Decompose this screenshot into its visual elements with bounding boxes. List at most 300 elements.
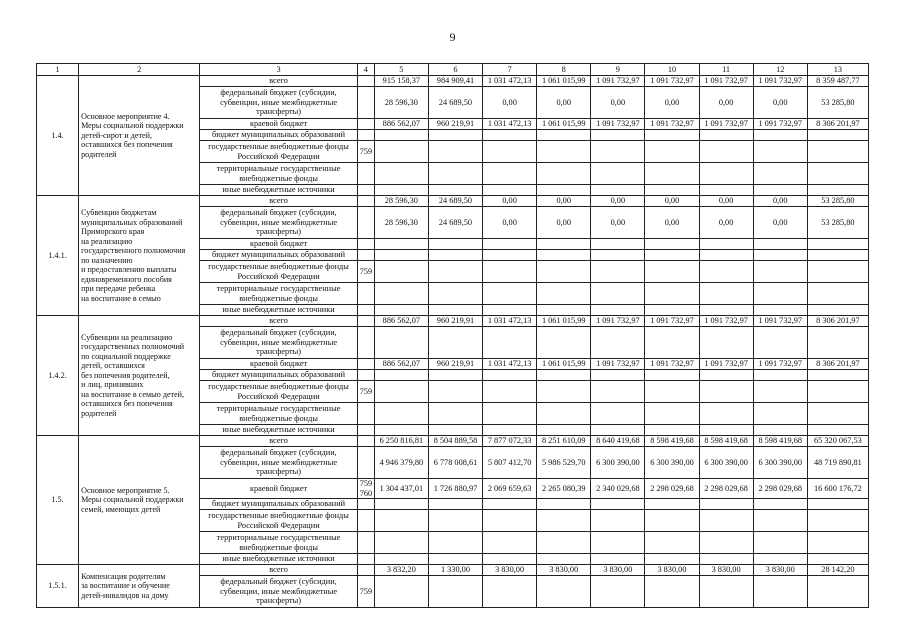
- value-cell: [591, 261, 645, 283]
- value-cell: 0,00: [645, 196, 699, 207]
- value-cell: [807, 185, 868, 196]
- header-cell: 9: [591, 64, 645, 76]
- value-cell: 24 689,50: [428, 207, 482, 239]
- value-cell: [645, 185, 699, 196]
- value-cell: [753, 185, 807, 196]
- value-cell: [483, 554, 537, 565]
- budget-table: [36, 63, 869, 608]
- value-cell: 53 285,80: [807, 196, 868, 207]
- value-cell: 1 091 732,97: [591, 119, 645, 130]
- section-name-line: муниципальных образований: [81, 217, 183, 227]
- section-name-line: на воспитание в семью детей,: [81, 389, 185, 399]
- value-cell: 0,00: [591, 207, 645, 239]
- value-cell: 1 091 732,97: [699, 119, 753, 130]
- value-cell: [537, 425, 591, 436]
- value-cell: 960 219,91: [428, 119, 482, 130]
- value-cell: 886 562,07: [374, 359, 428, 370]
- value-cell: [428, 261, 482, 283]
- value-cell: [374, 510, 428, 532]
- value-cell: [699, 499, 753, 510]
- value-cell: 6 300 390,00: [699, 447, 753, 479]
- value-cell: [537, 403, 591, 425]
- program-code-cell: [357, 185, 374, 196]
- value-cell: 1 061 015,99: [537, 359, 591, 370]
- table-row: [37, 76, 869, 87]
- program-code-cell: [357, 359, 374, 370]
- funding-source: краевой бюджет: [200, 359, 357, 370]
- value-cell: [591, 130, 645, 141]
- section-id: 1.5.: [37, 436, 79, 565]
- section-name-line: при передаче ребенка: [81, 284, 156, 293]
- value-cell: [483, 381, 537, 403]
- value-cell: 1 031 472,13: [483, 76, 537, 87]
- section-name-line: детей, оставшихся: [81, 361, 145, 371]
- program-code-cell: [357, 76, 374, 87]
- funding-source: иные внебюджетные источники: [200, 185, 357, 196]
- section-name-line: Меры социальной поддержки: [81, 495, 184, 505]
- section-name-line: Меры социальной поддержки: [81, 121, 184, 131]
- value-cell: 0,00: [483, 196, 537, 207]
- value-cell: [807, 576, 868, 608]
- value-cell: 1 304 437,01: [374, 479, 428, 499]
- section-name-line: оставшихся без попечения: [81, 140, 173, 150]
- value-cell: [591, 305, 645, 316]
- value-cell: 0,00: [699, 207, 753, 239]
- value-cell: 0,00: [591, 196, 645, 207]
- section-id: 1.4.1.: [37, 196, 79, 316]
- program-code: 759: [359, 586, 373, 596]
- value-cell: 1 091 732,97: [753, 76, 807, 87]
- header-cell: 13: [807, 64, 868, 76]
- value-cell: 0,00: [699, 196, 753, 207]
- value-cell: 6 300 390,00: [591, 447, 645, 479]
- funding-source: бюджет муниципальных образований: [200, 130, 357, 141]
- value-cell: [428, 381, 482, 403]
- program-code-cell: [357, 141, 374, 163]
- value-cell: [699, 510, 753, 532]
- program-code: 759: [359, 386, 373, 396]
- value-cell: 1 091 732,97: [645, 119, 699, 130]
- value-cell: 1 031 472,13: [483, 119, 537, 130]
- value-cell: [645, 425, 699, 436]
- funding-source: федеральный бюджет (субсидии, субвенции, иные межбюджетные трансферты): [200, 207, 357, 239]
- value-cell: [428, 305, 482, 316]
- value-cell: 2 069 659,63: [483, 479, 537, 499]
- funding-source: территориальные государственные внебюджетные фонды: [200, 283, 357, 305]
- value-cell: 1 031 472,13: [483, 316, 537, 327]
- value-cell: 2 298 029,68: [699, 479, 753, 499]
- program-code-cell: [357, 207, 374, 239]
- value-cell: [428, 141, 482, 163]
- value-cell: [699, 576, 753, 608]
- value-cell: [807, 283, 868, 305]
- funding-source: федеральный бюджет (субсидии, субвенции, иные межбюджетные трансферты): [200, 447, 357, 479]
- value-cell: [699, 130, 753, 141]
- value-cell: [537, 499, 591, 510]
- value-cell: 2 298 029,68: [753, 479, 807, 499]
- value-cell: [428, 283, 482, 305]
- header-row: [37, 64, 869, 76]
- value-cell: 4 946 379,80: [374, 447, 428, 479]
- funding-source: всего: [200, 76, 357, 87]
- funding-source: государственные внебюджетные фонды Российской Федерации: [200, 141, 357, 163]
- header-cell: 1: [37, 64, 79, 76]
- value-cell: [483, 141, 537, 163]
- value-cell: 1 330,00: [428, 565, 482, 576]
- value-cell: [483, 305, 537, 316]
- value-cell: [807, 370, 868, 381]
- value-cell: [591, 510, 645, 532]
- value-cell: 1 091 732,97: [699, 316, 753, 327]
- value-cell: 6 778 008,61: [428, 447, 482, 479]
- value-cell: [537, 261, 591, 283]
- value-cell: [374, 532, 428, 554]
- value-cell: 6 250 816,81: [374, 436, 428, 447]
- value-cell: 24 689,50: [428, 87, 482, 119]
- program-code-cell: [357, 565, 374, 576]
- value-cell: 0,00: [753, 87, 807, 119]
- value-cell: [537, 185, 591, 196]
- value-cell: 8 598 419,68: [645, 436, 699, 447]
- value-cell: 0,00: [753, 196, 807, 207]
- program-code-cell: [357, 532, 374, 554]
- section-id: 1.4.2.: [37, 316, 79, 436]
- value-cell: 2 298 029,68: [645, 479, 699, 499]
- value-cell: [699, 239, 753, 250]
- table-row: [37, 316, 869, 327]
- value-cell: [537, 305, 591, 316]
- value-cell: [591, 250, 645, 261]
- funding-source: государственные внебюджетные фонды Российской Федерации: [200, 381, 357, 403]
- value-cell: [807, 403, 868, 425]
- value-cell: [428, 510, 482, 532]
- value-cell: 8 359 487,77: [807, 76, 868, 87]
- value-cell: 0,00: [645, 87, 699, 119]
- value-cell: [591, 163, 645, 185]
- value-cell: [807, 305, 868, 316]
- program-code-cell: [357, 239, 374, 250]
- value-cell: 28 596,30: [374, 207, 428, 239]
- value-cell: [428, 250, 482, 261]
- value-cell: [807, 532, 868, 554]
- funding-source: федеральный бюджет (субсидии, субвенции, иные межбюджетные трансферты): [200, 576, 357, 608]
- value-cell: [753, 532, 807, 554]
- program-code-cell: [357, 87, 374, 119]
- value-cell: 960 219,91: [428, 359, 482, 370]
- value-cell: 8 306 201,97: [807, 119, 868, 130]
- section-name-line: государственных полномочий: [81, 342, 185, 352]
- value-cell: [807, 141, 868, 163]
- value-cell: 1 061 015,99: [537, 76, 591, 87]
- section-id: 1.4.: [37, 76, 79, 196]
- section-name-line: по социальной поддержке: [81, 351, 171, 361]
- value-cell: [537, 327, 591, 359]
- section-name-line: Субвенции бюджетам: [81, 208, 157, 217]
- program-code-cell: [357, 436, 374, 447]
- value-cell: [645, 239, 699, 250]
- value-cell: 0,00: [645, 207, 699, 239]
- value-cell: 8 598 419,68: [699, 436, 753, 447]
- value-cell: 0,00: [591, 87, 645, 119]
- section-name-line: государственного полномочия: [81, 246, 186, 255]
- program-code-cell: [357, 576, 374, 608]
- value-cell: [807, 261, 868, 283]
- value-cell: 0,00: [753, 207, 807, 239]
- value-cell: [374, 239, 428, 250]
- section-name-line: на воспитание в семью: [81, 293, 161, 303]
- value-cell: [591, 403, 645, 425]
- value-cell: [753, 576, 807, 608]
- funding-source: всего: [200, 565, 357, 576]
- value-cell: [753, 283, 807, 305]
- table-row: [37, 196, 869, 207]
- value-cell: 1 061 015,99: [537, 316, 591, 327]
- program-code-cell: [357, 283, 374, 305]
- value-cell: [483, 130, 537, 141]
- section-name: [79, 436, 200, 565]
- value-cell: 8 640 419,68: [591, 436, 645, 447]
- value-cell: [753, 163, 807, 185]
- value-cell: 28 596,30: [374, 87, 428, 119]
- page-number: 9: [449, 30, 456, 44]
- value-cell: 1 091 732,97: [699, 359, 753, 370]
- value-cell: 3 830,00: [483, 565, 537, 576]
- value-cell: 1 031 472,13: [483, 359, 537, 370]
- value-cell: 5 807 412,70: [483, 447, 537, 479]
- value-cell: [483, 576, 537, 608]
- value-cell: 886 562,07: [374, 119, 428, 130]
- value-cell: [699, 425, 753, 436]
- value-cell: 24 689,50: [428, 196, 482, 207]
- section-name-line: без попечения родителей,: [81, 370, 170, 380]
- value-cell: [374, 381, 428, 403]
- value-cell: 5 986 529,70: [537, 447, 591, 479]
- program-code-cell: [357, 261, 374, 283]
- funding-source: всего: [200, 196, 357, 207]
- program-code-cell: [357, 327, 374, 359]
- program-code-cell: [357, 119, 374, 130]
- value-cell: [753, 425, 807, 436]
- program-code-cell: [357, 196, 374, 207]
- value-cell: [428, 532, 482, 554]
- value-cell: [699, 554, 753, 565]
- value-cell: [699, 283, 753, 305]
- program-code-cell: [357, 130, 374, 141]
- value-cell: [807, 554, 868, 565]
- value-cell: [591, 554, 645, 565]
- value-cell: [699, 185, 753, 196]
- value-cell: [374, 305, 428, 316]
- value-cell: 3 830,00: [591, 565, 645, 576]
- value-cell: [537, 510, 591, 532]
- value-cell: [753, 381, 807, 403]
- section-name-line: Компенсация родителям: [81, 571, 166, 581]
- value-cell: [645, 163, 699, 185]
- value-cell: [645, 283, 699, 305]
- value-cell: [591, 425, 645, 436]
- value-cell: [699, 261, 753, 283]
- value-cell: [428, 185, 482, 196]
- value-cell: [483, 185, 537, 196]
- value-cell: [807, 163, 868, 185]
- section-name-line: детей-инвалидов на дому: [81, 590, 169, 600]
- value-cell: [537, 381, 591, 403]
- value-cell: 8 306 201,97: [807, 316, 868, 327]
- value-cell: [645, 370, 699, 381]
- value-cell: [591, 185, 645, 196]
- value-cell: 1 091 732,97: [753, 316, 807, 327]
- program-code: 759: [359, 479, 373, 488]
- program-code-cell: [357, 305, 374, 316]
- value-cell: [428, 576, 482, 608]
- program-code: 760: [359, 488, 373, 498]
- program-code-cell: [357, 403, 374, 425]
- funding-source: территориальные государственные внебюджетные фонды: [200, 403, 357, 425]
- value-cell: 1 091 732,97: [645, 316, 699, 327]
- section-name-line: и лиц, принявших: [81, 380, 144, 390]
- value-cell: [374, 425, 428, 436]
- value-cell: [374, 283, 428, 305]
- value-cell: [374, 554, 428, 565]
- header-cell: 8: [537, 64, 591, 76]
- value-cell: [645, 576, 699, 608]
- value-cell: 28 142,20: [807, 565, 868, 576]
- value-cell: 984 909,41: [428, 76, 482, 87]
- section-name-line: Основное мероприятие 5.: [81, 485, 170, 495]
- value-cell: [483, 499, 537, 510]
- value-cell: [374, 261, 428, 283]
- value-cell: [591, 239, 645, 250]
- value-cell: [428, 239, 482, 250]
- value-cell: [807, 130, 868, 141]
- value-cell: [537, 130, 591, 141]
- value-cell: 1 091 732,97: [591, 359, 645, 370]
- value-cell: [645, 403, 699, 425]
- section-name-line: по назначению: [81, 255, 133, 265]
- value-cell: [753, 554, 807, 565]
- value-cell: 8 598 419,68: [753, 436, 807, 447]
- program-code-cell: [357, 447, 374, 479]
- value-cell: 0,00: [537, 207, 591, 239]
- value-cell: 0,00: [537, 87, 591, 119]
- value-cell: [699, 381, 753, 403]
- value-cell: [645, 250, 699, 261]
- funding-source: государственные внебюджетные фонды Российской Федерации: [200, 510, 357, 532]
- section-name-line: единовременного пособия: [81, 274, 172, 284]
- value-cell: [645, 141, 699, 163]
- value-cell: [483, 239, 537, 250]
- section-name-line: оставшихся без попечения: [81, 399, 173, 409]
- value-cell: [753, 261, 807, 283]
- value-cell: 1 091 732,97: [591, 316, 645, 327]
- value-cell: [807, 425, 868, 436]
- value-cell: 0,00: [483, 207, 537, 239]
- program-code-cell: [357, 499, 374, 510]
- value-cell: [753, 141, 807, 163]
- value-cell: [537, 141, 591, 163]
- value-cell: 8 251 610,09: [537, 436, 591, 447]
- value-cell: [699, 250, 753, 261]
- value-cell: 0,00: [537, 196, 591, 207]
- value-cell: [753, 403, 807, 425]
- value-cell: [591, 532, 645, 554]
- funding-source: бюджет муниципальных образований: [200, 370, 357, 381]
- header-cell: 6: [428, 64, 482, 76]
- value-cell: [645, 305, 699, 316]
- program-code-cell: [357, 381, 374, 403]
- value-cell: [699, 403, 753, 425]
- value-cell: [483, 163, 537, 185]
- value-cell: [591, 499, 645, 510]
- funding-source: территориальные государственные внебюджетные фонды: [200, 163, 357, 185]
- section-name: [79, 196, 200, 316]
- value-cell: 1 091 732,97: [591, 76, 645, 87]
- value-cell: 1 061 015,99: [537, 119, 591, 130]
- program-code-cell: [357, 250, 374, 261]
- value-cell: 7 877 072,33: [483, 436, 537, 447]
- program-code-cell: [357, 510, 374, 532]
- value-cell: [374, 250, 428, 261]
- value-cell: 65 320 067,53: [807, 436, 868, 447]
- table-row: [37, 565, 869, 576]
- value-cell: [428, 403, 482, 425]
- value-cell: [483, 403, 537, 425]
- program-code: 759: [359, 146, 373, 156]
- value-cell: [374, 327, 428, 359]
- section-name: [79, 565, 200, 608]
- value-cell: 28 596,30: [374, 196, 428, 207]
- value-cell: [537, 163, 591, 185]
- value-cell: [483, 250, 537, 261]
- funding-source: иные внебюджетные источники: [200, 305, 357, 316]
- value-cell: [645, 510, 699, 532]
- value-cell: [807, 499, 868, 510]
- value-cell: [591, 576, 645, 608]
- value-cell: [483, 327, 537, 359]
- value-cell: [374, 163, 428, 185]
- value-cell: [428, 327, 482, 359]
- section-name-line: на реализацию: [81, 236, 133, 246]
- value-cell: [428, 425, 482, 436]
- value-cell: [374, 576, 428, 608]
- value-cell: [807, 239, 868, 250]
- program-code: 759: [359, 266, 373, 276]
- value-cell: [483, 261, 537, 283]
- value-cell: [699, 305, 753, 316]
- program-code-cell: [357, 163, 374, 185]
- value-cell: 8 504 889,58: [428, 436, 482, 447]
- value-cell: [374, 130, 428, 141]
- table-row: [37, 436, 869, 447]
- funding-source: бюджет муниципальных образований: [200, 499, 357, 510]
- value-cell: [753, 510, 807, 532]
- value-cell: [753, 305, 807, 316]
- header-cell: 10: [645, 64, 699, 76]
- funding-source: иные внебюджетные источники: [200, 425, 357, 436]
- value-cell: 6 300 390,00: [645, 447, 699, 479]
- value-cell: [428, 370, 482, 381]
- value-cell: [699, 141, 753, 163]
- value-cell: 1 091 732,97: [699, 76, 753, 87]
- value-cell: [537, 554, 591, 565]
- value-cell: [645, 381, 699, 403]
- section-id: 1.5.1.: [37, 565, 79, 608]
- funding-source: иные внебюджетные источники: [200, 554, 357, 565]
- value-cell: [645, 261, 699, 283]
- program-code-cell: [357, 425, 374, 436]
- value-cell: [537, 576, 591, 608]
- value-cell: 8 306 201,97: [807, 359, 868, 370]
